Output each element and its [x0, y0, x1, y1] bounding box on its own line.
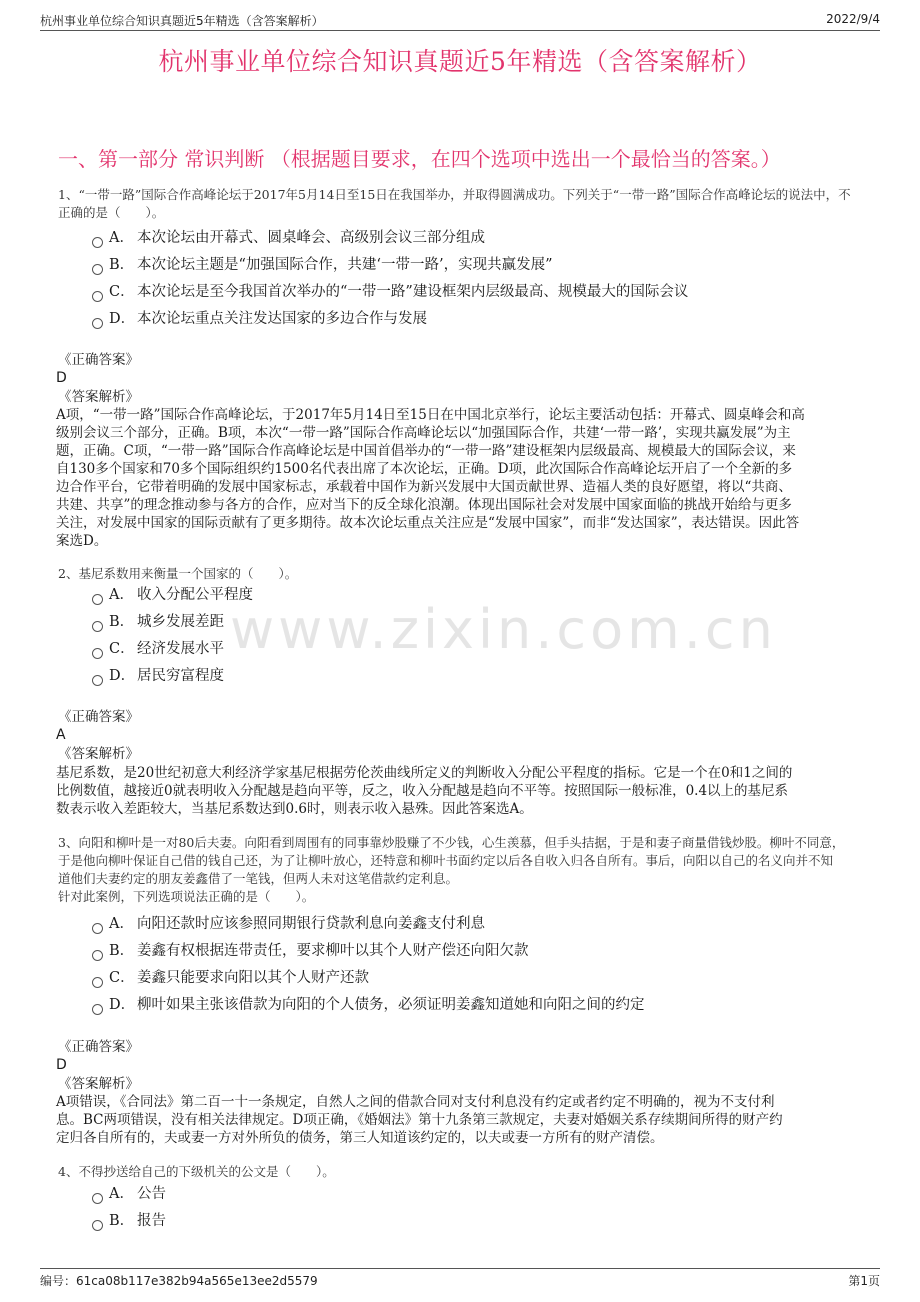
question-1-text: [58, 186, 870, 222]
explanation-label: 《答案解析》: [58, 389, 139, 405]
question-1-explanation: [56, 406, 868, 550]
explanation-line: A项，“一带一路”国际合作高峰论坛，于2017年5月14日至15日在中国北京举行，论坛主要活动包括：开幕式、圆桌峰会和高: [56, 407, 805, 423]
question-2-option-d[interactable]: D． 居民穷富程度: [92, 665, 224, 687]
explanation-line: 题，正确。C项，“一带一路”国际合作高峰论坛是中国首倡举办的“一带一路”建设框架内层级最高、规模最大的国际会议，来: [56, 443, 796, 459]
question-2-option-a[interactable]: A． 收入分配公平程度: [92, 584, 253, 606]
question-4-option-b[interactable]: B． 报告: [92, 1210, 166, 1232]
explanation-line: 息。BC两项错误，没有相关法律规定。D项正确，《婚姻法》第十九条第三款规定，夫妻对婚姻关系存续期间所得的财产约: [56, 1112, 783, 1128]
explanation-line: 基尼系数，是20世纪初意大利经济学家基尼根据劳伦茨曲线所定义的判断收入分配公平程度的指标。它是一个在0和1之间的: [56, 765, 793, 781]
explanation-line: 边合作平台，它带着明确的发展中国家标志，承载着中国作为新兴发展中大国贡献世界、造福人类的良好愿望，将以“共商、: [56, 479, 792, 495]
answer-label: 《正确答案》: [58, 352, 139, 368]
question-3-option-a[interactable]: A． 向阳还款时应该参照同期银行贷款利息向姜鑫支付利息: [92, 913, 485, 935]
question-2-text: [58, 565, 870, 583]
question-4-text: [58, 1163, 870, 1181]
question-3-option-c[interactable]: C． 姜鑫只能要求向阳以其个人财产还款: [92, 967, 369, 989]
header-date: 2022/9/4: [826, 12, 880, 26]
correct-answer: A: [56, 727, 66, 743]
question-line: 3、向阳和柳叶是一对80后夫妻。向阳看到周围有的同事靠炒股赚了不少钱，心生羡慕，但手头拮据，于是和妻子商量借钱炒股。柳叶不同意，: [58, 835, 845, 850]
question-1-option-c[interactable]: C． 本次论坛是至今我国首次举办的“一带一路”建设框架内层级最高、规模最大的国际会议: [92, 281, 688, 303]
question-line: 2、基尼系数用来衡量一个国家的（ ）。: [58, 566, 298, 581]
radio-icon[interactable]: [92, 950, 103, 961]
question-1-option-d[interactable]: D． 本次论坛重点关注发达国家的多边合作与发展: [92, 308, 427, 330]
section-title: 一、第一部分 常识判断 （根据题目要求，在四个选项中选出一个最恰当的答案。）: [58, 147, 781, 171]
radio-icon[interactable]: [92, 621, 103, 632]
question-line: 4、不得抄送给自己的下级机关的公文是（ ）。: [58, 1164, 335, 1179]
question-2-option-b[interactable]: B． 城乡发展差距: [92, 611, 224, 633]
radio-icon[interactable]: [92, 675, 103, 686]
question-2-explanation: [56, 764, 868, 818]
radio-icon[interactable]: [92, 264, 103, 275]
radio-icon[interactable]: [92, 923, 103, 934]
explanation-line: A项错误，《合同法》第二百一十一条规定，自然人之间的借款合同对支付利息没有约定或者约定不明确的，视为不支付利: [56, 1094, 775, 1110]
correct-answer: D: [56, 370, 67, 386]
correct-answer: D: [56, 1057, 67, 1073]
document-id: 编号：61ca08b117e382b94a565e13ee2d5579: [40, 1274, 318, 1288]
question-line: 道他们夫妻约定的朋友姜鑫借了一笔钱，但两人未对这笔借款约定利息。: [58, 871, 459, 886]
question-line: 1、“一带一路”国际合作高峰论坛于2017年5月14日至15日在我国举办，并取得圆满成功。下列关于“一带一路”国际合作高峰论坛的说法中，不: [58, 187, 851, 202]
explanation-line: 数表示收入差距较大，当基尼系数达到0.6时，则表示收入悬殊。因此答案选A。: [56, 801, 533, 817]
header-divider: [40, 30, 880, 31]
explanation-line: 关注，对发展中国家的国际贡献有了更多期待。故本次论坛重点关注应是“发展中国家”，而非“发达国家”，表达错误。因此答: [56, 515, 800, 531]
document-title: 杭州事业单位综合知识真题近5年精选（含答案解析）: [158, 47, 762, 76]
question-3-text: [58, 834, 870, 906]
radio-icon[interactable]: [92, 1220, 103, 1231]
question-1-option-a[interactable]: A． 本次论坛由开幕式、圆桌峰会、高级别会议三部分组成: [92, 227, 485, 249]
radio-icon[interactable]: [92, 648, 103, 659]
question-3-option-d[interactable]: D． 柳叶如果主张该借款为向阳的个人债务，必须证明姜鑫知道她和向阳之间的约定: [92, 994, 645, 1016]
explanation-line: 比例数值，越接近0就表明收入分配越是趋向平等，反之，收入分配越是趋向不平等。按照国际一般标准，0.4以上的基尼系: [56, 783, 789, 799]
footer-divider: [40, 1268, 880, 1269]
header-title: 杭州事业单位综合知识真题近5年精选（含答案解析）: [40, 14, 324, 28]
question-1-option-b[interactable]: B． 本次论坛主题是“加强国际合作，共建‘一带一路’，实现共赢发展”: [92, 254, 553, 276]
radio-icon[interactable]: [92, 237, 103, 248]
radio-icon[interactable]: [92, 318, 103, 329]
page-number: 第1页: [848, 1274, 880, 1288]
radio-icon[interactable]: [92, 977, 103, 988]
radio-icon[interactable]: [92, 291, 103, 302]
page-header: [40, 12, 880, 30]
radio-icon[interactable]: [92, 1193, 103, 1204]
explanation-line: 自130多个国家和70多个国际组织约1500名代表出席了本次论坛，正确。D项，此次国际合作高峰论坛开启了一个全新的多: [56, 461, 793, 477]
explanation-line: 级别会议三个部分，正确。B项，本次“一带一路”国际合作高峰论坛以“加强国际合作，共建‘一带一路’，实现共赢发展”为主: [56, 425, 791, 441]
radio-icon[interactable]: [92, 1004, 103, 1015]
explanation-line: 共建、共享”的理念推动参与各方的合作，应对当下的反全球化浪潮。体现出国际社会对发展中国家面临的挑战开始给与更多: [56, 497, 792, 513]
explanation-label: 《答案解析》: [58, 1076, 139, 1092]
question-3-explanation: [56, 1093, 868, 1147]
question-4-option-a[interactable]: A． 公告: [92, 1183, 166, 1205]
question-line: 正确的是（ ）。: [58, 205, 165, 220]
question-line: 针对此案例，下列选项说法正确的是（ ）。: [58, 889, 315, 904]
explanation-label: 《答案解析》: [58, 746, 139, 762]
radio-icon[interactable]: [92, 594, 103, 605]
question-2-option-c[interactable]: C． 经济发展水平: [92, 638, 224, 660]
answer-label: 《正确答案》: [58, 709, 139, 725]
question-line: 于是他向柳叶保证自己借的钱自己还，为了让柳叶放心，还特意和柳叶书面约定以后各自收入归各自所有。事后，向阳以自己的名义向并不知: [58, 853, 834, 868]
watermark: www.zixin.com.cn: [230, 598, 777, 661]
question-3-option-b[interactable]: B． 姜鑫有权根据连带责任，要求柳叶以其个人财产偿还向阳欠款: [92, 940, 529, 962]
answer-label: 《正确答案》: [58, 1039, 139, 1055]
explanation-line: 案选D。: [56, 533, 108, 549]
explanation-line: 定归各自所有的，夫或妻一方对外所负的债务，第三人知道该约定的，以夫或妻一方所有的财产清偿。: [56, 1130, 664, 1146]
